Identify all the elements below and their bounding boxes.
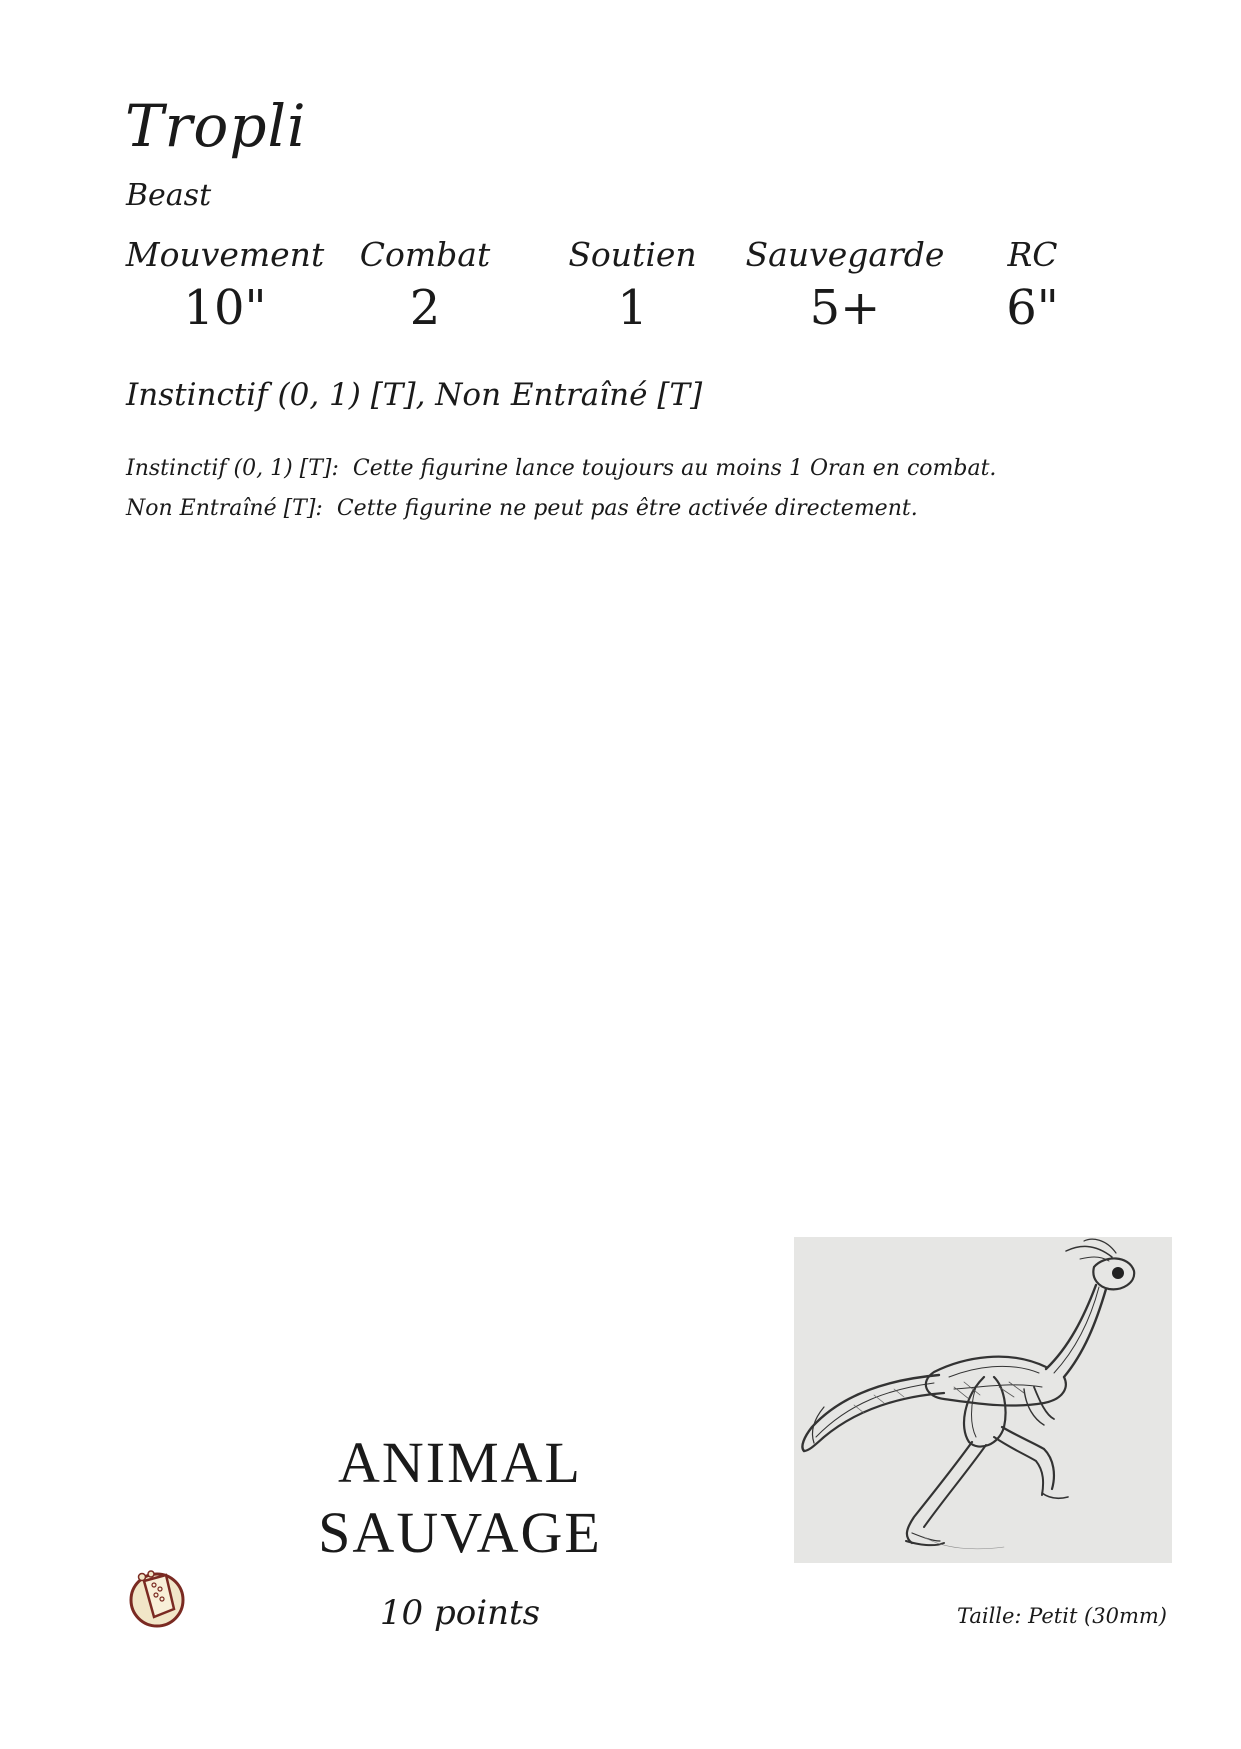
stat-label: Soutien	[568, 235, 697, 274]
rule-name: Instinctif (0, 1) [T]:	[126, 456, 339, 481]
points-cost: 10 points	[379, 1593, 541, 1633]
base-size: Taille: Petit (30mm)	[956, 1604, 1167, 1628]
unit-title: Tropli	[125, 92, 307, 160]
creature-sketch-drawing	[794, 1237, 1172, 1563]
rule-text: Cette figurine lance toujours au moins 1 Oran en combat.	[352, 456, 997, 481]
stat-sauvegarde	[740, 235, 950, 336]
stat-value: 6"	[1006, 280, 1059, 336]
faction-line-2: SAUVAGE	[318, 1500, 602, 1565]
faction-emblem-icon	[124, 1565, 190, 1631]
faction-name	[260, 1428, 660, 1568]
stat-value: 1	[617, 280, 648, 336]
stat-combat	[325, 235, 525, 336]
stat-value: 2	[409, 280, 441, 336]
stat-soutien	[525, 235, 740, 336]
stat-label: Sauvegarde	[745, 235, 945, 274]
stat-rc	[950, 235, 1115, 336]
rule-text: Cette figurine ne peut pas être activée directement.	[336, 496, 918, 521]
rule-name: Non Entraîné [T]:	[126, 496, 323, 521]
stat-mouvement	[125, 235, 325, 336]
stat-label: Mouvement	[125, 235, 325, 274]
keywords-line: Instinctif (0, 1) [T], Non Entraîné [T]	[126, 377, 703, 413]
stat-line	[125, 235, 1115, 336]
rule-instinctif	[126, 449, 996, 489]
stat-label: RC	[1007, 235, 1058, 274]
rule-non-entraine	[126, 489, 996, 529]
faction-line-1: ANIMAL	[338, 1430, 582, 1495]
creature-sketch-image	[794, 1237, 1172, 1563]
unit-type: Beast	[126, 178, 212, 213]
stat-label: Combat	[359, 235, 491, 274]
special-rules	[126, 449, 996, 529]
stat-value: 10"	[183, 280, 267, 336]
stat-value: 5+	[809, 280, 881, 336]
